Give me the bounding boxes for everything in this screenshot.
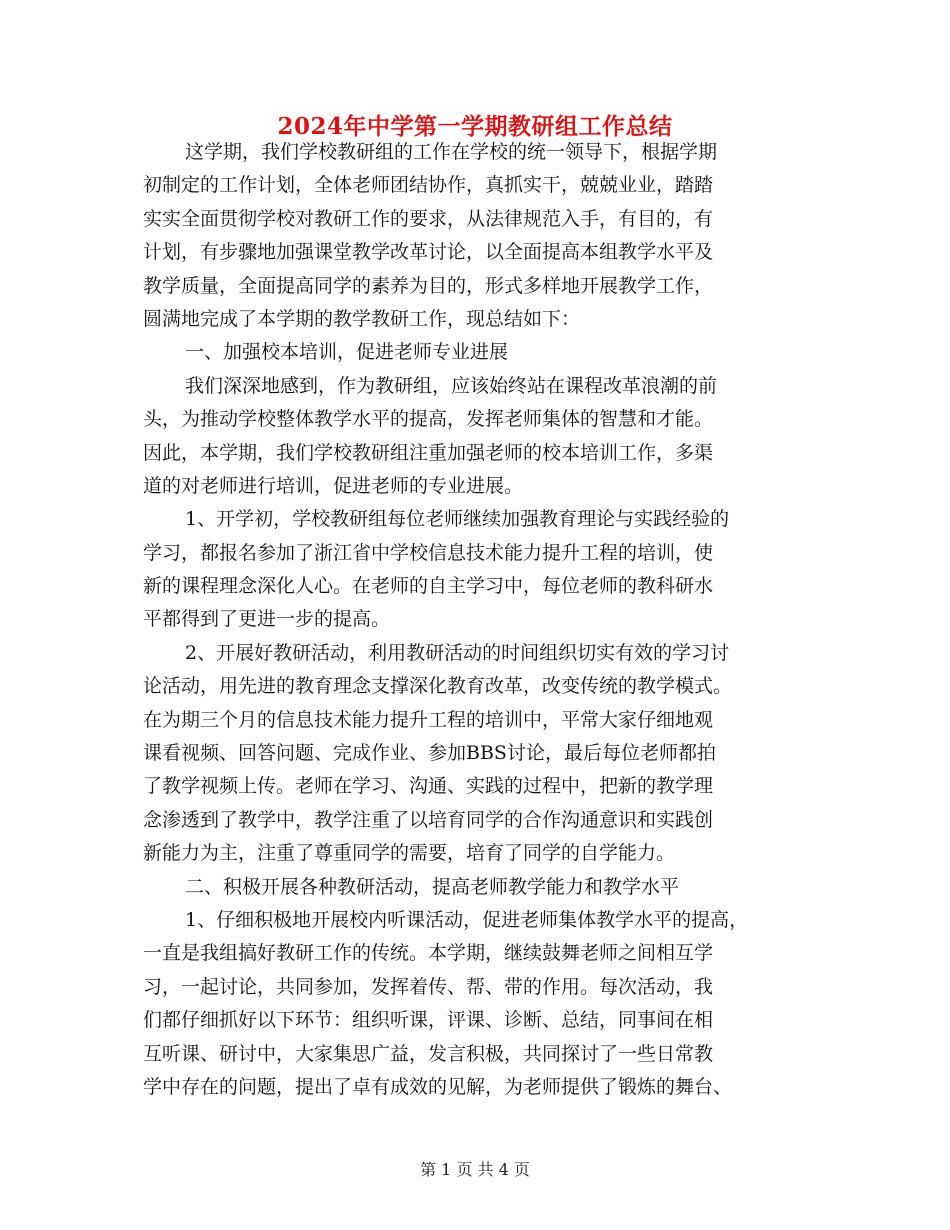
paragraph-line: 在为期三个月的信息技术能力提升工程的培训中，平常大家仔细地观	[143, 708, 714, 731]
paragraph-line: 1、仔细积极地开展校内听课活动，促进老师集体教学水平的提高，	[185, 908, 749, 931]
paragraph-line: 头，为推动学校整体教学水平的提高，发挥老师集体的智慧和才能。	[143, 408, 714, 431]
paragraph-line: 圆满地完成了本学期的教学教研工作，现总结如下：	[143, 307, 581, 330]
paragraph-line: 道的对老师进行培训，促进老师的专业进展。	[143, 474, 524, 497]
paragraph-line: 们都仔细抓好以下环节：组织听课，评课、诊断、总结，同事间在相	[143, 1009, 714, 1032]
paragraph-line: 因此，本学期，我们学校教研组注重加强老师的校本培训工作，多渠	[143, 441, 714, 464]
section-heading: 二、积极开展各种教研活动，提高老师教学能力和教学水平	[185, 875, 680, 898]
page-footer: 第 1 页 共 4 页	[420, 1160, 530, 1179]
paragraph-line: 计划，有步骤地加强课堂教学改革讨论，以全面提高本组教学水平及	[143, 241, 714, 264]
paragraph-line: 学中存在的问题，提出了卓有成效的见解，为老师提供了锻炼的舞台、	[143, 1075, 733, 1098]
paragraph-line: 平都得到了更进一步的提高。	[143, 608, 391, 631]
paragraph-line: 2、开展好教研活动，利用教研活动的时间组织切实有效的学习讨	[185, 641, 730, 664]
paragraph-line: 习，一起讨论，共同参加，发挥着传、帮、带的作用。每次活动，我	[143, 975, 714, 998]
paragraph-line: 这学期，我们学校教研组的工作在学校的统一领导下，根据学期	[185, 141, 718, 163]
paragraph-line: 实实全面贯彻学校对教研工作的要求，从法律规范入手，有目的，有	[143, 207, 714, 230]
section-heading: 一、加强校本培训，促进老师专业进展	[185, 341, 509, 364]
paragraph-line: 1、开学初，学校教研组每位老师继续加强教育理论与实践经验的	[185, 508, 730, 531]
paragraph-line: 念渗透到了教学中，教学注重了以培育同学的合作沟通意识和实践创	[143, 808, 714, 831]
paragraph-line: 初制定的工作计划，全体老师团结协作，真抓实干，兢兢业业，踏踏	[143, 174, 714, 197]
paragraph-line: 我们深深地感到，作为教研组，应该始终站在课程改革浪潮的前	[185, 374, 718, 397]
paragraph-line: 课看视频、回答问题、完成作业、参加BBS讨论，最后每位老师都拍	[143, 742, 716, 765]
paragraph-line: 学习，都报名参加了浙江省中学校信息技术能力提升工程的培训，使	[143, 541, 714, 564]
paragraph-line: 了教学视频上传。老师在学习、沟通、实践的过程中，把新的教学理	[143, 775, 714, 798]
document-body	[143, 136, 823, 1104]
paragraph-line: 教学质量，全面提高同学的素养为目的，形式多样地开展教学工作，	[143, 274, 714, 297]
document-title: 2024年中学第一学期教研组工作总结	[277, 113, 673, 140]
paragraph-line: 论活动，用先进的教育理念支撑深化教育改革，改变传统的教学模式。	[143, 675, 733, 698]
paragraph-line: 一直是我组搞好教研工作的传统。本学期，继续鼓舞老师之间相互学	[143, 942, 714, 965]
paragraph-line: 互听课、研讨中，大家集思广益，发言积极，共同探讨了一些日常教	[143, 1042, 714, 1065]
paragraph-line: 新的课程理念深化人心。在老师的自主学习中，每位老师的教科研水	[143, 575, 714, 598]
paragraph-line: 新能力为主，注重了尊重同学的需要，培育了同学的自学能力。	[143, 842, 676, 865]
